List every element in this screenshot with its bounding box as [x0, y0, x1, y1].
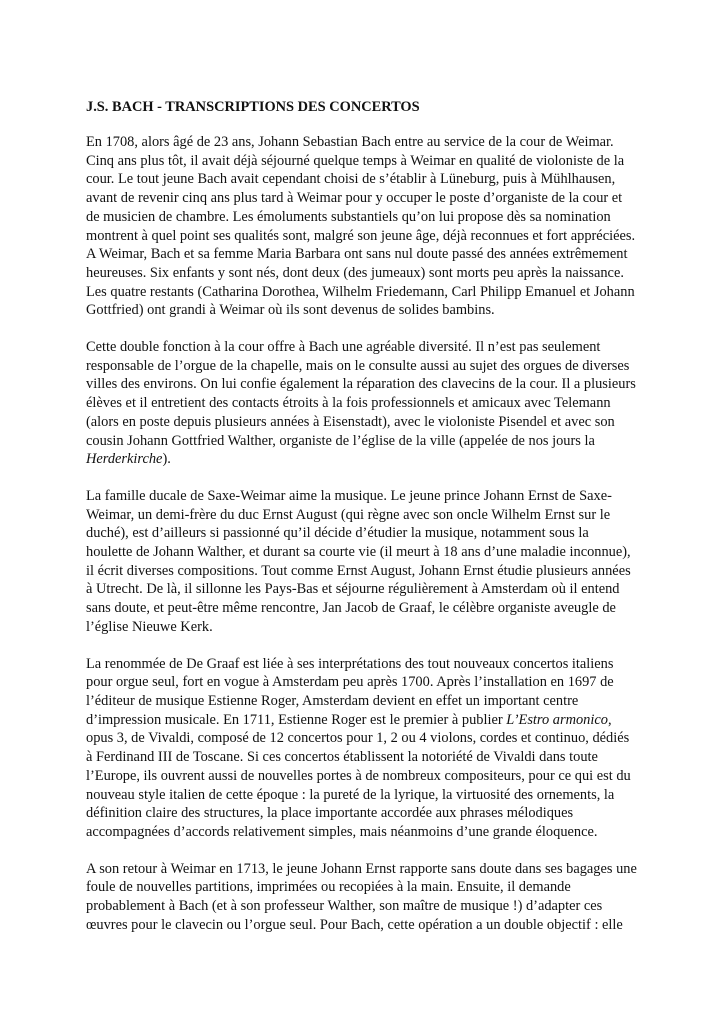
- paragraph-3: [86, 487, 638, 637]
- paragraph-1: [86, 133, 638, 320]
- paragraph-4: [86, 655, 638, 842]
- paragraph-2-text-end: ).: [162, 451, 171, 468]
- paragraph-2-italic: Herderkirche: [86, 451, 163, 468]
- document-page: [86, 98, 638, 952]
- document-title: J.S. BACH - TRANSCRIPTIONS DES CONCERTOS: [86, 99, 420, 115]
- paragraph-2: [86, 338, 638, 469]
- paragraph-3-text: La famille ducale de Saxe-Weimar aime la musique. Le jeune prince Johann Ernst de Saxe-Weimar, un demi-frère du duc Ernst August (qui règne avec son oncle Wilhelm Ernst sur le duché), est d’ailleurs si passionné qu’il décide d’étudier la musique, notamment sous la houlette de Johann Walther, et durant sa courte vie (il meurt à 18 ans d’une maladie inconnue), il écrit diverses compositions. Tout comme Ernst August, Johann Ernst étudie plusieurs années à Utrecht. De là, il sillonne les Pays-Bas et séjourne régulièrement à Amsterdam où il entend sans doute, et peut-être même rencontre, Jan Jacob de Graaf, le célèbre organiste aveugle de l’église Nieuwe Kerk.: [86, 487, 631, 635]
- paragraph-4-text-end: , opus 3, de Vivaldi, composé de 12 concertos pour 1, 2 ou 4 violons, cordes et continuo, dédiés à Ferdinand III de Toscane. Si ces concertos établissent la notoriété de Vivaldi dans toute l’Europe, ils ouvrent aussi de nouvelles portes à de nombreux compositeurs, pour ce qui est du nouveau style italien de cette époque : la pureté de la lyrique, la virtuosité des ornements, la définition claire des structures, la place importante accordée aux phrases mélodiques accompagnées d’accords relativement simples, mais néanmoins d’une grande éloquence.: [86, 711, 631, 840]
- paragraph-1-text: En 1708, alors âgé de 23 ans, Johann Sebastian Bach entre au service de la cour de Weimar. Cinq ans plus tôt, il avait déjà séjourné quelque temps à Weimar en qualité de violoniste de la cour. Le tout jeune Bach avait cependant choisi de s’établir à Lüneburg, puis à Mühlhausen, avant de revenir cinq ans plus tard à Weimar pour y occuper le poste d’organiste de la cour et de musicien de chambre. Les émoluments substantiels qu’on lui propose dès sa nomination montrent à quel point ses qualités sont, malgré son jeune âge, déjà reconnues et fort appréciées. A Weimar, Bach et sa femme Maria Barbara ont sans nul doute passé des années extrêmement heureuses. Six enfants y sont nés, dont deux (des jumeaux) sont morts peu après la naissance. Les quatre restants (Catharina Dorothea, Wilhelm Friedemann, Carl Philipp Emanuel et Johann Gottfried) ont grandi à Weimar où ils sont devenus de solides bambins.: [86, 134, 636, 319]
- paragraph-5-text: A son retour à Weimar en 1713, le jeune Johann Ernst rapporte sans doute dans ses bagages une foule de nouvelles partitions, imprimées ou recopiées à la main. Ensuite, il demande probablement à Bach (et à son professeur Walther, son maître de musique !) d’adapter ces œuvres pour le clavecin ou l’orgue seul. Pour Bach, cette opération a un double objectif : elle: [86, 860, 637, 933]
- paragraph-4-text: La renommée de De Graaf est liée à ses interprétations des tout nouveaux concertos italiens pour orgue seul, fort en vogue à Amsterdam peu après 1700. Après l’installation en 1697 de l’éditeur de musique Estienne Roger, Amsterdam devient en effet un important centre d’impression musicale. En 1711, Estienne Roger est le premier à publier: [86, 655, 614, 728]
- paragraph-5: [86, 860, 638, 935]
- paragraph-2-text: Cette double fonction à la cour offre à Bach une agréable diversité. Il n’est pas seulement responsable de l’orgue de la chapelle, mais on le consulte aussi au sujet des orgues de diverses villes des environs. On lui confie également la réparation des clavecins de la cour. Il a plusieurs élèves et il entretient des contacts étroits à la fois professionnels et amicaux avec Telemann (alors en poste depuis plusieurs années à Eisenstadt), avec le violoniste Pisendel et avec son cousin Johann Gottfried Walther, organiste de l’église de la ville (appelée de nos jours la: [86, 339, 636, 449]
- paragraph-4-italic: L’Estro armonico: [506, 711, 608, 728]
